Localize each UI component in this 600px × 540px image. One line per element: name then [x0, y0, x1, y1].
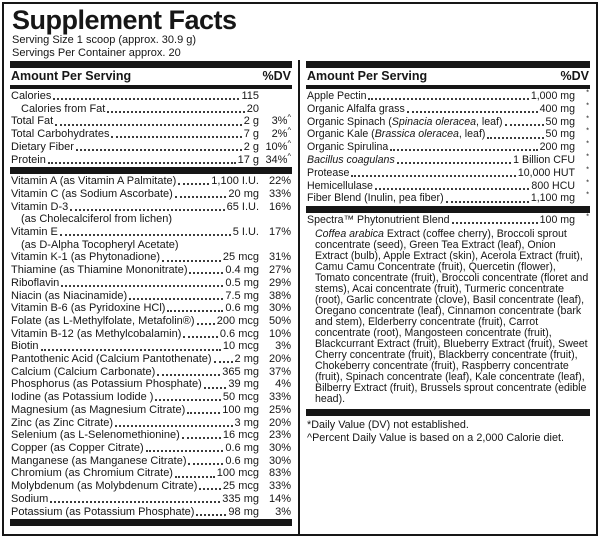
row-dv: 37% — [268, 365, 291, 378]
divider-bar — [306, 206, 590, 213]
row-label: Calories — [11, 90, 52, 102]
row-dv: 33% — [268, 480, 291, 493]
table-row — [10, 442, 292, 455]
row-amount: 100 mg — [539, 214, 575, 227]
row-amount: 16 mcg — [222, 429, 259, 442]
row-dv: * — [586, 113, 589, 123]
text-part: , leaf) — [458, 128, 486, 141]
column-header-dv: %DV — [262, 69, 291, 83]
row-amount: 0.5 mg — [225, 276, 259, 289]
dot-leader — [368, 98, 528, 100]
row-amount: 200 mcg — [216, 314, 259, 327]
table-row — [10, 188, 292, 201]
dot-leader — [53, 98, 239, 100]
table-row — [10, 340, 292, 353]
row-dv: 33% — [268, 187, 291, 200]
row-dv: 30% — [268, 302, 291, 315]
column-header-amount: Amount Per Serving — [307, 69, 428, 83]
dot-leader — [48, 162, 236, 164]
row-dv: 3% — [275, 505, 291, 518]
table-row — [10, 378, 292, 391]
row-dv: * — [586, 87, 589, 97]
table-row — [10, 467, 292, 480]
row-dv: 2%^ — [271, 125, 291, 141]
row-label: Spectra™ Phytonutrient Blend — [307, 214, 450, 227]
row-label: Copper (as Copper Citrate) — [11, 441, 144, 454]
table-row — [10, 417, 292, 430]
dot-leader — [70, 209, 224, 211]
table-row — [306, 100, 590, 116]
row-label: Vitamin A (as Vitamin A Palmitate) — [11, 175, 177, 188]
row-label: Vitamin B-6 (as Pyridoxine HCl) — [11, 302, 166, 315]
row-amount: 10 mcg — [222, 340, 259, 353]
row-dv: 23% — [268, 429, 291, 442]
row-amount: 0.6 mcg — [219, 327, 259, 340]
servings-per-container: Servings Per Container approx. 20 — [12, 46, 181, 59]
row-label: Potassium (as Potassium Phosphate) — [11, 505, 195, 518]
columns — [4, 60, 596, 534]
table-row — [306, 211, 590, 227]
row-amount: 7.5 mg — [225, 289, 259, 302]
row-label: Protein — [11, 153, 46, 166]
text-part: Organic Kale ( — [307, 128, 375, 141]
row-dv: 20% — [268, 353, 291, 366]
row-label: Calories from Fat — [21, 102, 106, 115]
divider-bar — [10, 519, 292, 526]
row-amount: 17 g — [237, 153, 259, 166]
table-row — [10, 493, 292, 506]
row-label: Biotin — [11, 340, 39, 353]
row-label: Sodium — [11, 492, 49, 505]
row-label: Total Fat — [11, 115, 54, 128]
dot-leader — [199, 488, 220, 490]
row-amount: 0.6 mg — [225, 441, 259, 454]
row-dv: 34%^ — [265, 150, 291, 166]
text-part: Coffea arabica — [315, 227, 384, 240]
dot-leader — [157, 374, 220, 376]
row-amount: 25 mcg — [222, 251, 259, 264]
dot-leader — [146, 450, 224, 452]
row-amount: 20 mg — [228, 187, 259, 200]
footnote-percent-daily-value: ^Percent Daily Value is based on a 2,000 Calorie diet. — [307, 432, 564, 445]
dot-leader — [107, 111, 244, 113]
row-dv: * — [586, 211, 589, 221]
row-label: Hemicellulase — [307, 179, 373, 192]
dot-leader — [196, 514, 226, 516]
table-row — [306, 125, 590, 141]
table-row — [10, 353, 292, 366]
row-amount: 25 mcg — [222, 480, 259, 493]
dot-leader — [175, 476, 215, 478]
row-dv: 29% — [268, 276, 291, 289]
row-amount: 5 I.U. — [232, 226, 259, 239]
divider-bar — [306, 85, 590, 89]
table-row — [10, 213, 292, 226]
left-column-header — [10, 69, 292, 84]
dot-leader — [76, 149, 242, 151]
table-row — [306, 138, 590, 154]
table-row — [10, 112, 292, 128]
table-row — [10, 103, 292, 116]
dot-leader — [390, 149, 537, 151]
row-amount: 3 mg — [234, 416, 259, 429]
dot-leader — [162, 260, 221, 262]
dot-leader — [129, 298, 223, 300]
table-row — [10, 251, 292, 264]
dot-leader — [375, 188, 529, 190]
row-dv: * — [586, 151, 589, 161]
row-label: Niacin (as Niacinamide) — [11, 289, 128, 302]
dot-leader — [188, 463, 223, 465]
table-row — [10, 125, 292, 141]
table-row — [10, 138, 292, 154]
row-label: Vitamin K-1 (as Phytonadione) — [11, 251, 160, 264]
row-amount: 100 mcg — [216, 467, 259, 480]
row-amount: 50 mg — [545, 115, 575, 128]
row-label: Protease — [307, 166, 350, 179]
dot-leader — [505, 124, 544, 126]
row-dv: 31% — [268, 251, 291, 264]
row-dv: * — [586, 138, 589, 148]
row-dv: 25% — [268, 403, 291, 416]
text-part: Spinacia oleracea — [391, 115, 477, 128]
row-amount: 50 mg — [545, 128, 575, 141]
row-amount: 335 mg — [222, 492, 259, 505]
row-amount: 20 — [246, 102, 259, 115]
macro-rows — [10, 90, 292, 166]
row-dv: * — [586, 177, 589, 187]
row-amount: 98 mg — [228, 505, 259, 518]
row-amount: 200 mg — [539, 141, 575, 154]
title-block — [4, 4, 596, 60]
serving-size: Serving Size 1 scoop (approx. 30.9 g) — [12, 34, 197, 46]
row-dv: 16% — [268, 200, 291, 213]
dot-leader — [111, 136, 241, 138]
divider-bar — [306, 409, 590, 416]
row-dv: 10%^ — [265, 138, 291, 153]
row-label: Pantothenic Acid (Calcium Pantothenate) — [11, 353, 212, 366]
column-header-dv: %DV — [560, 69, 589, 83]
table-row — [10, 404, 292, 417]
row-dv: 4% — [275, 378, 291, 391]
divider-bar — [10, 85, 292, 89]
row-label: Thiamine (as Thiamine Mononitrate) — [11, 264, 188, 277]
row-amount: 2 g — [243, 140, 259, 153]
table-row — [306, 113, 590, 129]
dot-leader — [175, 196, 227, 198]
table-row — [10, 201, 292, 214]
row-label: Vitamin E — [11, 226, 58, 239]
table-row — [10, 264, 292, 277]
dot-leader — [50, 501, 220, 503]
right-column-header — [306, 69, 590, 84]
row-amount: 365 mg — [222, 365, 259, 378]
row-amount: 0.4 mg — [225, 264, 259, 277]
row-amount: 2 mg — [234, 353, 259, 366]
spectra-blend-description — [306, 227, 590, 408]
footnotes — [306, 417, 590, 446]
dot-leader — [197, 323, 215, 325]
table-row — [10, 366, 292, 379]
row-label: Iodine (as Potassium Iodide ) — [11, 391, 154, 404]
row-label: Apple Pectin — [307, 90, 367, 102]
table-row — [10, 455, 292, 468]
text-part: Bacillus coagulans — [307, 153, 395, 166]
divider-bar — [10, 167, 292, 174]
row-amount: 7 g — [243, 128, 259, 141]
text-part: , leaf) — [476, 115, 503, 128]
table-row — [10, 480, 292, 493]
row-label: Vitamin C (as Sodium Ascorbate) — [11, 187, 173, 200]
row-label: Calcium (Calcium Carbonate) — [11, 365, 156, 378]
row-amount: 1,000 mg — [530, 90, 575, 102]
text-part: Extract (coffee cherry), Broccoli sprout concentrate (seed), Green Tea Extract (leaf), Onion Extract (bulb), Apple Extract (skin), Acerola Extract (fruit), Camu Camu Concentrate (fruit), Quercetin (flower), Tomato concentrate (fruit), Broccoli concentrate (floret and stems), Acai concentrate (fruit), Turmeric concentrate (root), Garlic concentrate (clove), Basil concentrate (leaf), Oregano concentrate (leaf), Cinnamon concentrate (bark and stem), Elderberry concentrate (fruit), Carrot concentrate (root), Mangosteen concentrate (fruit), Blackcurrant Extract (fruit), Blueberry Extract (fruit), Sweet Cherry concentrate (fruit), Blackberry concentrate (fruit), Chokeberry concentrate (fruit), Raspberry concentrate (fruit), Spinach concentrate (leaf), Kale concentrate (leaf), Bilberry Extract (fruit), Brussels sprout concentrate (edible head). — [315, 227, 589, 405]
row-label: Chromium (as Chromium Citrate) — [11, 467, 173, 480]
dot-leader — [452, 222, 538, 224]
row-amount: 50 mcg — [222, 391, 259, 404]
left-column — [4, 60, 300, 534]
divider-bar — [10, 61, 292, 68]
divider-bar — [306, 61, 590, 68]
row-label: Organic Alfalfa grass — [307, 102, 405, 115]
row-dv: 20% — [268, 416, 291, 429]
dot-leader — [182, 437, 221, 439]
row-label: Total Carbohydrates — [11, 128, 110, 141]
row-amount: 800 HCU — [531, 179, 575, 192]
row-amount: 39 mg — [228, 378, 259, 391]
row-dv: * — [586, 164, 589, 174]
ingredient-rows — [306, 87, 590, 205]
dot-leader — [446, 201, 529, 203]
dot-leader — [167, 310, 223, 312]
row-amount: 115 — [241, 90, 259, 102]
right-column — [300, 60, 596, 534]
spectra-blend-row — [306, 211, 590, 227]
row-label: Riboflavin — [11, 276, 60, 289]
row-dv: 3%^ — [271, 112, 291, 128]
row-label: Magnesium (as Magnesium Citrate) — [11, 403, 186, 416]
row-amount: 1 Billion CFU — [513, 153, 575, 166]
dot-leader — [115, 425, 232, 427]
table-row — [10, 290, 292, 303]
row-amount: 0.6 mg — [225, 454, 259, 467]
dot-leader — [61, 285, 223, 287]
table-row — [10, 239, 292, 252]
row-label: Vitamin D-3 — [11, 200, 69, 213]
text-part: Brassica oleracea — [374, 128, 459, 141]
row-amount: 1,100 mg — [530, 192, 575, 205]
row-label: Folate (as L-Methylfolate, Metafolin®) — [11, 314, 195, 327]
row-dv: 3% — [275, 340, 291, 353]
row-amount: 100 mg — [222, 403, 259, 416]
dot-leader — [55, 124, 242, 126]
row-dv: 10% — [268, 327, 291, 340]
table-row — [306, 87, 590, 103]
table-row — [306, 177, 590, 193]
dot-leader — [204, 387, 227, 389]
table-row — [10, 429, 292, 442]
row-label: Selenium (as L-Selenomethionine) — [11, 429, 180, 442]
row-dv: 38% — [268, 289, 291, 302]
table-row — [10, 90, 292, 103]
dot-leader — [214, 361, 233, 363]
row-label: Manganese (as Manganese Citrate) — [11, 454, 187, 467]
row-label: (as D-Alpha Tocopheryl Acetate) — [21, 238, 179, 251]
row-dv: 14% — [268, 492, 291, 505]
row-dv: 33% — [268, 391, 291, 404]
dot-leader — [351, 175, 515, 177]
table-row — [306, 189, 590, 205]
footnote-dv-not-established: *Daily Value (DV) not established. — [307, 418, 469, 431]
text-part: Organic Spinach ( — [307, 115, 392, 128]
dot-leader — [487, 137, 543, 139]
table-row — [306, 151, 590, 167]
table-row — [10, 315, 292, 328]
row-label: Fiber Blend (Inulin, pea fiber) — [307, 192, 444, 205]
table-row — [10, 150, 292, 167]
row-amount: 65 I.U. — [226, 200, 259, 213]
row-label: (as Cholecalciferol from lichen) — [21, 213, 172, 226]
row-dv: 27% — [268, 264, 291, 277]
row-label — [307, 116, 503, 129]
table-row — [306, 164, 590, 180]
dot-leader — [183, 336, 217, 338]
row-label — [307, 154, 395, 167]
row-label: Vitamin B-12 (as Methylcobalamin) — [11, 327, 182, 340]
row-label: Molybdenum (as Molybdenum Citrate) — [11, 480, 198, 493]
row-label: Phosphorus (as Potassium Phosphate) — [11, 378, 202, 391]
table-row — [10, 302, 292, 315]
row-dv: 30% — [268, 441, 291, 454]
row-dv: 17% — [268, 226, 291, 239]
dot-leader — [155, 399, 220, 401]
table-row — [10, 277, 292, 290]
dot-leader — [60, 234, 231, 236]
row-dv: 22% — [268, 175, 291, 188]
table-row — [10, 328, 292, 341]
dot-leader — [407, 111, 538, 113]
row-label: Zinc (as Zinc Citrate) — [11, 416, 114, 429]
row-dv: 30% — [268, 454, 291, 467]
column-header-amount: Amount Per Serving — [11, 69, 132, 83]
table-row — [10, 175, 292, 188]
table-row — [10, 226, 292, 239]
supplement-facts-label — [2, 2, 598, 536]
row-dv: * — [586, 125, 589, 135]
table-row — [10, 391, 292, 404]
micro-rows — [10, 175, 292, 518]
row-amount: 0.6 mg — [225, 302, 259, 315]
row-amount: 10,000 HUT — [517, 166, 575, 179]
row-amount: 400 mg — [539, 102, 575, 115]
dot-leader — [189, 272, 223, 274]
row-label: Organic Spirulina — [307, 141, 389, 154]
table-row — [10, 506, 292, 519]
row-dv: 83% — [268, 467, 291, 480]
dot-leader — [397, 162, 511, 164]
page-title: Supplement Facts — [12, 5, 237, 35]
row-amount: 1,100 I.U. — [211, 175, 259, 188]
dot-leader — [178, 183, 209, 185]
row-amount: 2 g — [243, 115, 259, 128]
row-dv: * — [586, 189, 589, 199]
row-label — [307, 128, 485, 141]
row-label: Dietary Fiber — [11, 140, 74, 153]
row-dv: * — [586, 100, 589, 110]
dot-leader — [187, 412, 220, 414]
dot-leader — [41, 349, 221, 351]
row-dv: 50% — [268, 314, 291, 327]
